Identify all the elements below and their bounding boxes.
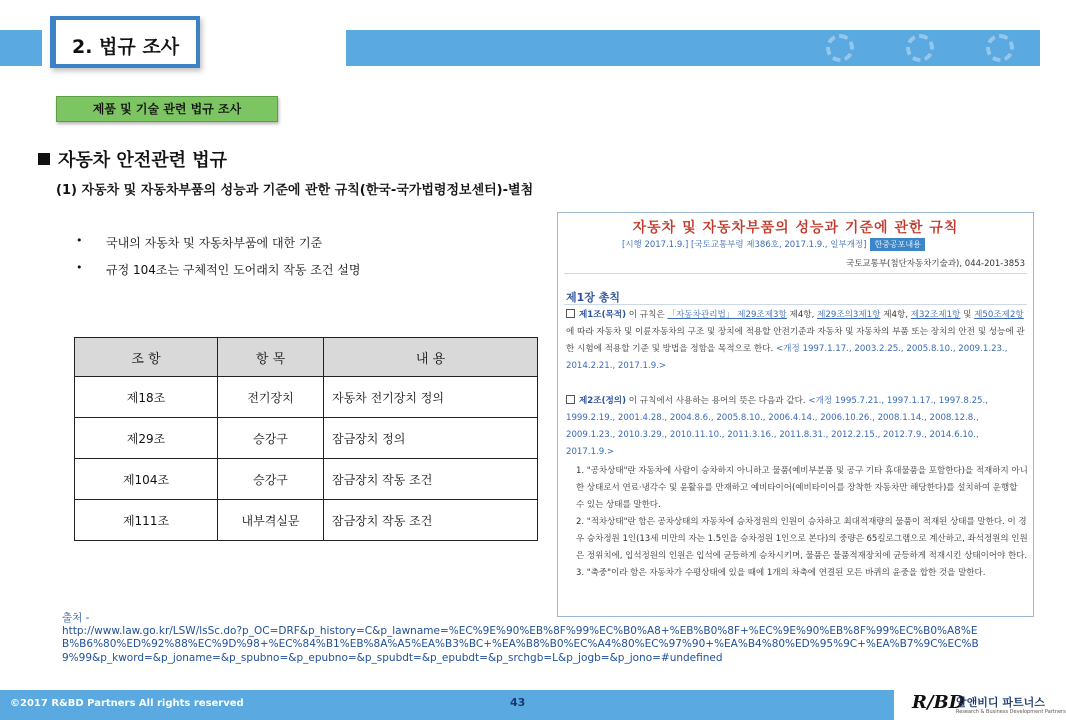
divider (564, 304, 1027, 305)
table-cell: 자동차 전기장치 정의 (324, 377, 538, 418)
logo-tagline: Research & Business Development Partners (956, 709, 1066, 715)
article-label: 제1조(목적) (579, 310, 627, 320)
table-cell: 전기장치 (218, 377, 324, 418)
law-link[interactable]: 제29조의3제1항 (817, 310, 881, 320)
table-cell: 승강구 (218, 418, 324, 459)
list-item: • 규정 104조는 구체적인 도어래치 작동 조건 설명 (76, 261, 360, 288)
section-heading-text: 자동차 안전관련 법규 (58, 150, 228, 171)
law-link[interactable]: 「자동차관리법」 제29조제3항 (667, 310, 787, 320)
bullet-list (76, 234, 360, 288)
table-cell: 승강구 (218, 459, 324, 500)
law-link[interactable]: 제50조제2항 (974, 310, 1024, 320)
source-url[interactable]: http://www.law.go.kr/LSW/lsSc.do?p_OC=DRF&p_history=C&p_lawname=%EC%9E%90%EB%8F%99%EC%B0%A8+%EB%B0%8F+%EC%9E%90%EB%8F%99%EC%B0%A8%EB%B6%80%ED%92%88%EC%9D%98+%EC%84%B1%EB%8A%A5%EA%B3%BC+%EA%B8%B0%EC%A4%80%EC%97%90+%EA%B4%80%ED%95%9C+%EA%B7%9C%EC%B9%99&p_kword=&p_joname=&p_spubno=&p_epubno=&p_spubdt=&p_epubdt=&p_srchgb=L&p_jogb=&p_jono=#undefined (62, 625, 979, 664)
doc-article-1 (566, 307, 1028, 375)
list-item: • 국내의 자동차 및 자동차부품에 대한 기준 (76, 234, 360, 261)
regulation-table (74, 337, 538, 541)
doc-agency: 국토교통부(첨단자동차기술과), 044-201-3853 (846, 259, 1025, 269)
article-text: 에 따라 자동차 및 이륜자동차의 구조 및 장치에 적용할 안전기준과 자동차 및 자동차의 부품 또는 장치의 안전 및 성능에 관한 시험에 적용할 기준 및 방법을 정함을 목적으로 한다. (566, 327, 1025, 354)
page-title-box (50, 16, 200, 68)
article-text: 및 (960, 310, 975, 320)
doc-definition-list (576, 463, 1028, 582)
table-cell: 제104조 (75, 459, 218, 500)
table-header: 내 용 (324, 338, 538, 377)
doc-chapter: 제1장 총칙 (566, 291, 620, 304)
table-cell: 제29조 (75, 418, 218, 459)
company-logo (894, 690, 1066, 720)
amendment-dates: <개정 1997.1.17., 2003.2.25., 2005.8.10., 2009.1.23., 2014.2.21., 2017.1.9.> (566, 344, 1008, 371)
doc-badge-button[interactable]: 한중공포내용 (870, 238, 924, 251)
page-number: 43 (510, 696, 526, 709)
checkbox-icon (566, 309, 575, 318)
table-row (75, 418, 538, 459)
table-row (75, 377, 538, 418)
source-citation (62, 612, 992, 665)
doc-title: 자동차 및 자동차부품의 성능과 기준에 관한 규칙 (632, 220, 959, 236)
article-text: 제4항, (880, 310, 911, 320)
law-link[interactable]: 제32조제1항 (910, 310, 961, 320)
gear-icon (986, 34, 1014, 62)
logo-mark: R/BD (912, 692, 965, 713)
table-cell: 잠금장치 작동 조건 (324, 459, 538, 500)
table-cell: 제18조 (75, 377, 218, 418)
logo-text: 알앤비디 파트너스 (956, 696, 1045, 709)
article-text: 제4항, (786, 310, 818, 320)
law-document-screenshot (557, 212, 1034, 617)
copyright: ©2017 R&BD Partners All rights reserved (10, 698, 244, 709)
table-cell: 잠금장치 작동 조건 (324, 500, 538, 541)
table-cell: 내부격실문 (218, 500, 324, 541)
square-bullet-icon (38, 153, 50, 165)
subheading: (1) 자동차 및 자동차부품의 성능과 기준에 관한 규칙(한국-국가법령정보센터)-별첨 (56, 183, 534, 198)
table-header: 항 목 (218, 338, 324, 377)
gear-icon (826, 34, 854, 62)
list-item: 3. "축중"이라 함은 자동차가 수평상태에 있을 때에 1개의 차축에 연결된 모든 바퀴의 윤중을 합한 것을 말한다. (576, 568, 986, 578)
checkbox-icon (566, 395, 575, 404)
section-tag: 제품 및 기술 관련 법규 조사 (56, 96, 278, 122)
table-row (75, 459, 538, 500)
source-label: 출처 - (62, 612, 90, 624)
list-item: 1. "공차상태"란 자동차에 사람이 승차하지 아니하고 물품(예비부분품 및 공구 기타 휴대물품을 포함한다)을 적재하지 아니한 상태로서 연료·냉각수 및 윤활유를 만재하고 예비타이어(예비타이어를 장착한 자동차만 해당한다)를 설치하여 운행할 수 있는 상태를 말한다. (576, 466, 1028, 510)
doc-article-2 (566, 393, 1028, 461)
article-label: 제2조(정의) (579, 396, 627, 406)
table-row (75, 500, 538, 541)
amendment-dates: <개정 1995.7.21., 1997.1.17., 1997.8.25., 1999.2.19., 2001.4.28., 2004.8.6., 2005.8.10., 2006.4.14., 2006.10.26., 2008.1.14., 2008.12.8., 2009.1.23., 2010.3.29., 2010.11.10., 2011.3.16., 2011.8.31., 2012.2.15., 2012.7.9., 2014.6.10., 2017.1.9.> (566, 396, 988, 457)
doc-enforcement-text: [시행 2017.1.9.] [국토교통부령 제386호, 2017.1.9., 일부개정] (622, 240, 867, 250)
header-band-right (346, 30, 1040, 66)
table-cell: 잠금장치 정의 (324, 418, 538, 459)
section-heading (38, 146, 227, 172)
article-text: 이 규칙은 (626, 310, 668, 320)
gear-icon (906, 34, 934, 62)
doc-enforcement-info (622, 238, 925, 251)
list-item: 2. "적차상태"란 함은 공차상태의 자동차에 승차정원의 인원이 승차하고 최대적재량의 물품이 적재된 상태를 말한다. 이 경우 승차정원 1인(13세 미만의 자는 1.5인을 승차정원 1인으로 본다)의 중량은 65킬로그램으로 계산하고, 좌석정원의 인원은 정위치에, 입석정원의 인원은 입석에 균등하게 승차시키며, 물품은 물품적재장치에 균등하게 적재시킨 상태이어야 한다. (576, 517, 1028, 561)
header-band-left (0, 30, 42, 66)
page-title: 2. 법규 조사 (72, 36, 180, 58)
article-text: 이 규칙에서 사용하는 용어의 뜻은 다음과 같다. (626, 396, 809, 406)
divider (564, 273, 1027, 274)
table-cell: 제111조 (75, 500, 218, 541)
table-header: 조 항 (75, 338, 218, 377)
